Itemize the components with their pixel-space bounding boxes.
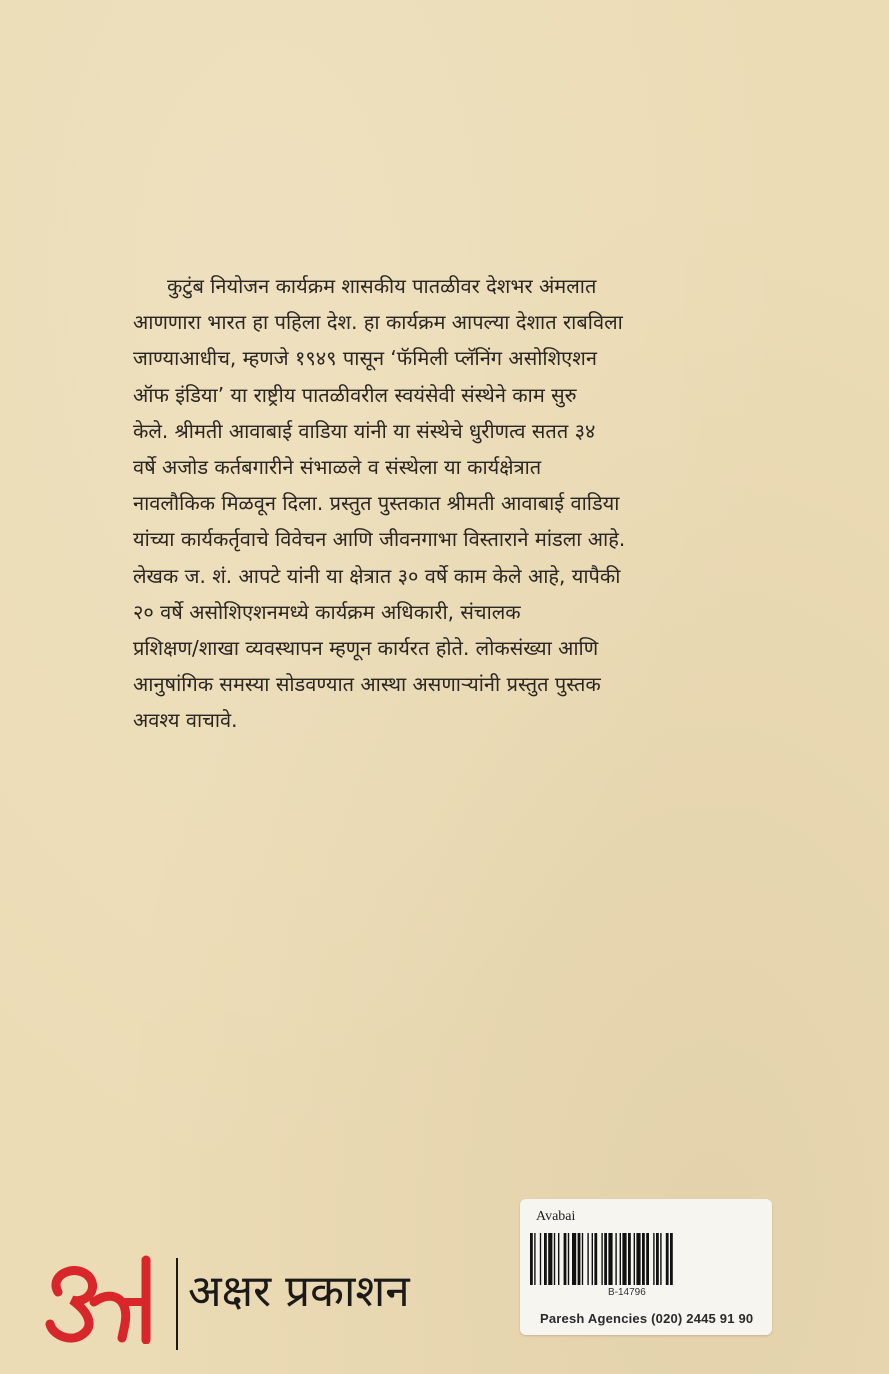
- blurb-line: कुटुंब नियोजन कार्यक्रम शासकीय पातळीवर देशभर अंमलात: [167, 274, 597, 298]
- blurb-line: आनुषांगिक समस्या सोडवण्यात आस्था असणाऱ्यांनी प्रस्तुत पुस्तक: [133, 672, 601, 697]
- blurb-line: आणणारा भारत हा पहिला देश. हा कार्यक्रम आपल्या देशात राबविला: [133, 310, 623, 335]
- barcode-id: B-14796: [608, 1287, 646, 1298]
- distributor-label: Paresh Agencies (020) 2445 91 90: [540, 1311, 754, 1326]
- blurb-line: ऑफ इंडिया’ या राष्ट्रीय पातळीवरील स्वयंसेवी संस्थेने काम सुरु: [133, 382, 577, 407]
- blurb-line: अवश्य वाचावे.: [133, 708, 238, 733]
- publisher-logo-icon: [38, 1244, 168, 1344]
- blurb-paragraph: [133, 268, 733, 739]
- price-sticker: [520, 1199, 772, 1335]
- barcode-icon: [528, 1233, 764, 1285]
- sticker-title: Avabai: [536, 1209, 576, 1224]
- publisher-name: अक्षर प्रकाशन: [188, 1266, 410, 1317]
- blurb-line: केले. श्रीमती आवाबाई वाडिया यांनी या संस्थेचे धुरीणत्व सतत ३४: [133, 418, 596, 443]
- blurb-line: २० वर्षे असोशिएशनमध्ये कार्यक्रम अधिकारी, संचालक: [133, 599, 521, 624]
- blurb-line: वर्षे अजोड कर्तबगारीने संभाळले व संस्थेला या कार्यक्षेत्रात: [133, 455, 542, 480]
- blurb-line: जाण्याआधीच, म्हणजे १९४९ पासून ‘फॅमिली प्लॅनिंग असोशिएशन: [133, 346, 597, 371]
- blurb-line: प्रशिक्षण/शाखा व्यवस्थापन म्हणून कार्यरत होते. लोकसंख्या आणि: [133, 636, 599, 661]
- blurb-line: यांच्या कार्यकर्तृवाचे विवेचन आणि जीवनगाभा विस्ताराने मांडला आहे.: [133, 527, 626, 552]
- blurb-line: लेखक ज. शं. आपटे यांनी या क्षेत्रात ३० वर्षे काम केले आहे, यापैकी: [133, 563, 621, 588]
- publisher-divider: [176, 1258, 178, 1350]
- publisher-block: [38, 1244, 498, 1354]
- blurb-line: नावलौकिक मिळवून दिला. प्रस्तुत पुस्तकात श्रीमती आवाबाई वाडिया: [133, 491, 620, 516]
